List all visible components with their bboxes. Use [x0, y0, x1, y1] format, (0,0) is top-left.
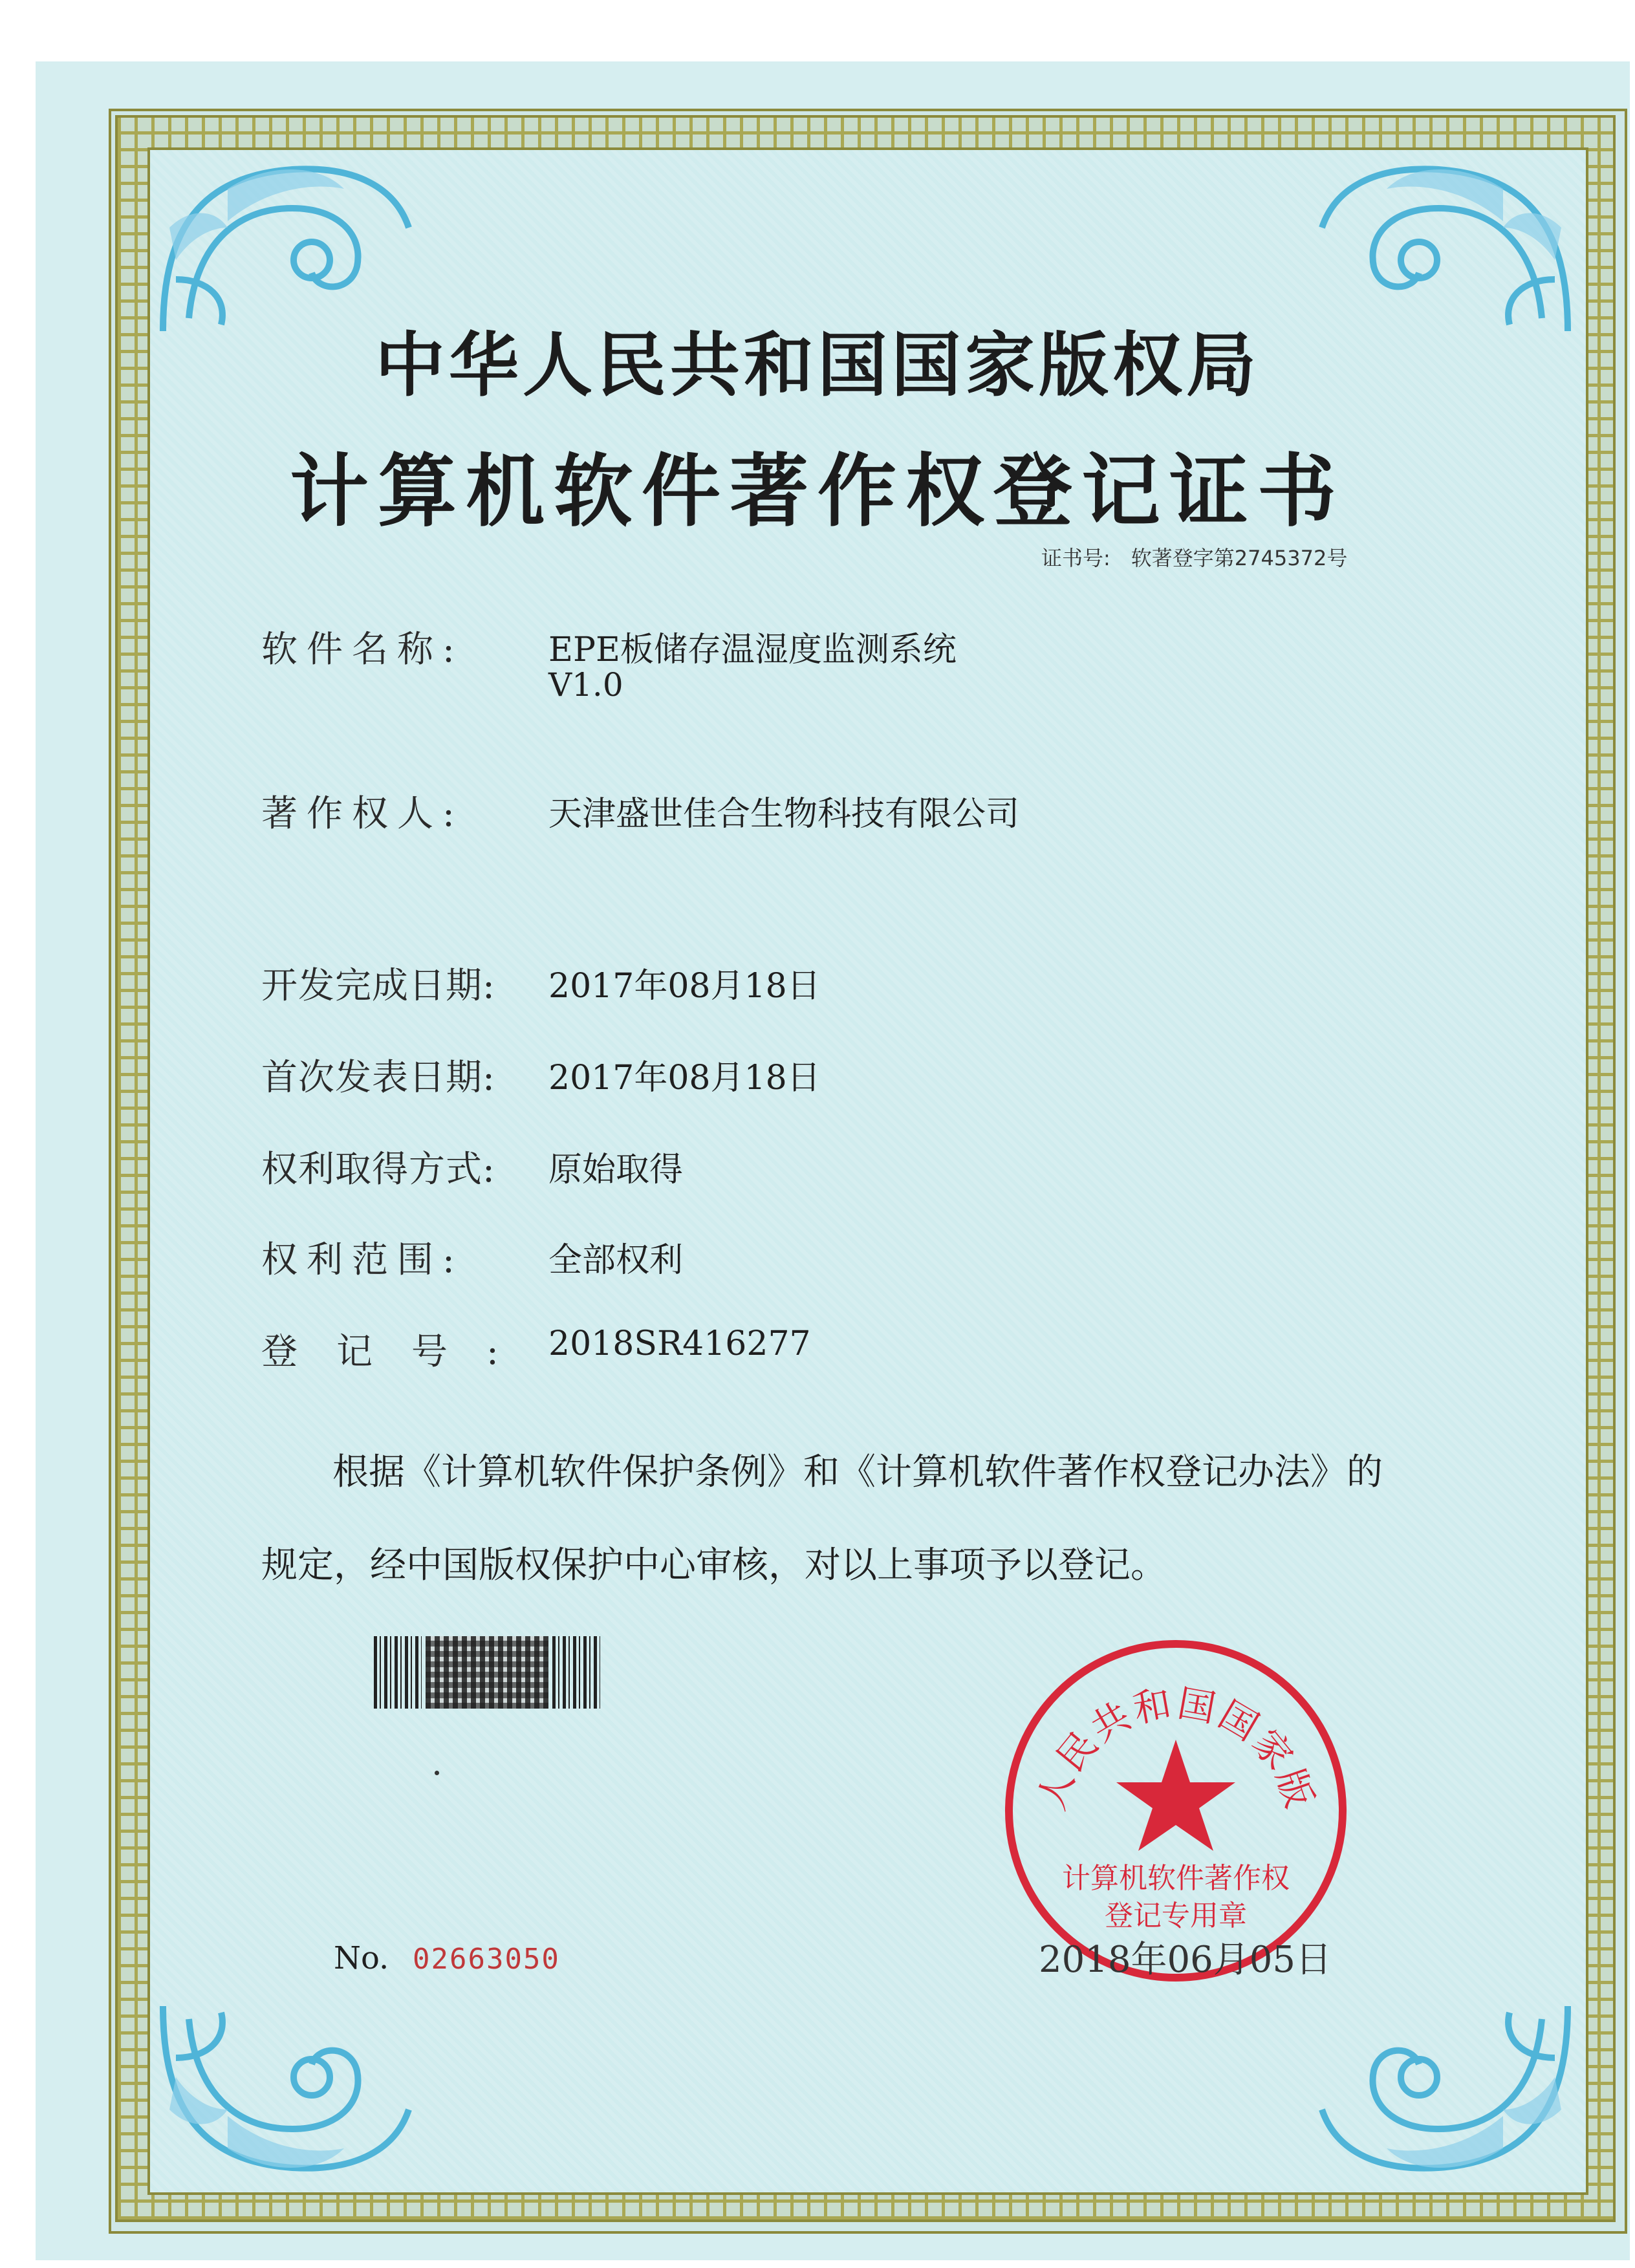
software-name-value: EPE板储存温湿度监测系统 — [548, 631, 957, 669]
certificate-title: 计算机软件著作权登记证书 — [290, 446, 1345, 537]
copyright-owner-label: 著作权人: — [261, 793, 464, 835]
legal-basis-line-2: 规定，经中国版权保护中心审核，对以上事项予以登记。 — [261, 1544, 1167, 1586]
rights-scope-value: 全部权利 — [548, 1241, 684, 1280]
seal-ring-text: 人民共和国国家版 — [1029, 1681, 1323, 1816]
corner-ornament-bottom-right — [1309, 1993, 1581, 2187]
serial-number-label: No. — [334, 1940, 389, 1976]
software-name-label: 软件名称: — [261, 629, 464, 671]
software-version-value: V1.0 — [548, 666, 623, 704]
registration-number-value: 2018SR416277 — [548, 1324, 811, 1363]
acquisition-method-label: 权利取得方式: — [261, 1149, 495, 1191]
legal-basis-line-1: 根据《计算机软件保护条例》和《计算机软件著作权登记办法》的 — [332, 1451, 1383, 1493]
acquisition-method-value: 原始取得 — [548, 1150, 684, 1189]
development-date-value: 2017年08月18日 — [548, 967, 821, 1006]
2d-code — [426, 1636, 548, 1709]
issue-date: 2018年06月05日 — [1039, 1939, 1332, 1981]
barcode — [374, 1636, 600, 1709]
certificate-number-value: 软著登字第2745372号 — [1131, 546, 1348, 570]
barcode-bars-right — [552, 1636, 600, 1709]
publication-date-label: 首次发表日期: — [261, 1057, 495, 1099]
certificate-number — [1041, 542, 1368, 572]
serial-number-value: 02663050 — [413, 1943, 560, 1976]
development-date-label: 开发完成日期: — [261, 965, 495, 1007]
copyright-owner-value: 天津盛世佳合生物科技有限公司 — [548, 795, 1020, 834]
seal-star-icon — [1116, 1740, 1235, 1851]
registration-number-label: 登记号: — [261, 1331, 537, 1373]
rights-scope-label: 权利范围: — [261, 1239, 464, 1281]
barcode-bars-left — [374, 1636, 422, 1709]
ink-dot — [435, 1771, 439, 1775]
seal-line-2: 登记专用章 — [1105, 1899, 1247, 1932]
corner-ornament-bottom-left — [150, 1993, 422, 2187]
publication-date-value: 2017年08月18日 — [548, 1059, 821, 1097]
seal-line-1: 计算机软件著作权 — [1062, 1862, 1290, 1895]
issuing-authority: 中华人民共和国国家版权局 — [374, 325, 1260, 406]
certificate-number-label: 证书号: — [1041, 546, 1110, 570]
